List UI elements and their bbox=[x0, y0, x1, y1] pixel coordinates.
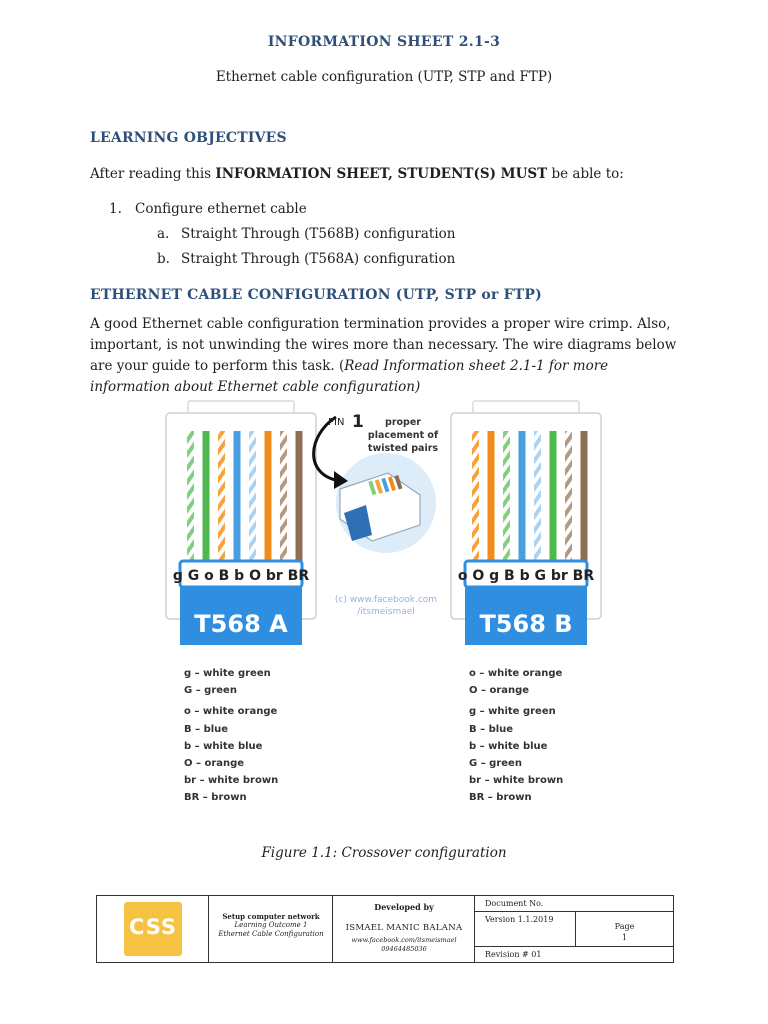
connector-name: T568 A bbox=[194, 610, 288, 638]
intro-post: be able to: bbox=[547, 166, 624, 182]
legend-a-entry: G – green bbox=[184, 685, 237, 697]
placement-note: proper bbox=[385, 417, 421, 428]
legend-a-entry: O – orange bbox=[184, 758, 245, 770]
legend-b-entry: BR – brown bbox=[469, 792, 532, 804]
legend-t568a bbox=[184, 665, 278, 807]
course-outcome: Learning Outcome 1 bbox=[234, 921, 308, 929]
logo-text: CSS bbox=[128, 915, 178, 939]
intro-line bbox=[90, 166, 624, 182]
wire-striped bbox=[280, 431, 287, 569]
objective-letter: a. bbox=[157, 226, 170, 242]
objective-item-a bbox=[157, 226, 455, 242]
legend-a-entry: b – white blue bbox=[184, 740, 263, 752]
footer-top-divider bbox=[575, 896, 673, 912]
pin-code-text: o O g B b G br BR bbox=[457, 568, 595, 584]
course-title: Setup computer network bbox=[222, 912, 320, 921]
course-topic: Ethernet Cable Configuration bbox=[218, 930, 324, 938]
logo-wave-icon bbox=[124, 952, 182, 960]
wire-striped bbox=[565, 431, 572, 569]
credit-text: (c) www.facebook.com bbox=[334, 595, 438, 605]
placement-note: placement of bbox=[367, 430, 439, 441]
wire-solid bbox=[234, 431, 241, 569]
css-logo bbox=[124, 902, 182, 956]
wire-solid bbox=[265, 431, 272, 569]
legend-a-entry: o – white orange bbox=[184, 706, 278, 718]
legend-b-entry: B – blue bbox=[469, 723, 514, 735]
page-number: 1 bbox=[621, 933, 628, 942]
paragraph-italic: Read Information sheet 2.1-1 for more information about Ethernet cable configuration) bbox=[90, 358, 609, 395]
developer-url: www.facebook.com/itsmeismael bbox=[351, 936, 457, 944]
document-revision: Revision # 01 bbox=[475, 946, 575, 962]
ethernet-config-heading: ETHERNET CABLE CONFIGURATION (UTP, STP or FTP) bbox=[90, 287, 542, 303]
sheet-subtitle: Ethernet cable configuration (UTP, STP and FTP) bbox=[215, 69, 553, 85]
credit-text: /itsmeismael bbox=[357, 607, 415, 617]
legend-b-entry: g – white green bbox=[469, 706, 556, 718]
objective-letter: b. bbox=[157, 251, 170, 267]
document-version: Version 1.1.2019 bbox=[485, 915, 554, 924]
wire-solid bbox=[550, 431, 557, 569]
footer-course-cell bbox=[209, 896, 333, 962]
developer-name: ISMAEL MANIC BALANA bbox=[345, 923, 463, 933]
wire-striped bbox=[534, 431, 541, 569]
wire-solid bbox=[519, 431, 526, 569]
legend-b-entry: o – white orange bbox=[469, 668, 563, 679]
objective-text: Straight Through (T568B) configuration bbox=[181, 226, 456, 242]
wire-solid bbox=[203, 431, 210, 569]
objective-text: Configure ethernet cable bbox=[135, 201, 307, 217]
wire-striped bbox=[187, 431, 194, 569]
footer-developer-cell bbox=[333, 896, 475, 962]
developed-by-label: Developed by bbox=[374, 902, 434, 912]
learning-objectives-heading: LEARNING OBJECTIVES bbox=[90, 130, 287, 146]
pin-label: PIN bbox=[328, 417, 345, 428]
footer-logo-cell bbox=[97, 896, 209, 962]
wire-solid bbox=[488, 431, 495, 569]
connector-name: T568 B bbox=[479, 610, 573, 638]
legend-a-entry: B – blue bbox=[184, 723, 229, 735]
objective-item-b bbox=[157, 251, 455, 267]
objective-item-1 bbox=[109, 201, 307, 217]
wiring-diagram-svg bbox=[158, 395, 610, 645]
wire-striped bbox=[249, 431, 256, 569]
footer-document-cell bbox=[475, 896, 673, 962]
legend-b-entry: b – white blue bbox=[469, 740, 548, 752]
wire-solid bbox=[296, 431, 303, 569]
developer-phone: 09464485036 bbox=[381, 945, 427, 953]
ethernet-paragraph bbox=[90, 314, 680, 398]
intro-pre: After reading this bbox=[90, 166, 216, 182]
document-footer bbox=[96, 895, 674, 963]
paragraph-text: A good Ethernet cable configuration termination provides a proper wire crimp. Also, important, is not unwinding the wires more than necessary. The wire diagrams below are your guide to perform this task. ( bbox=[90, 316, 677, 374]
pin-number: 1 bbox=[352, 412, 364, 432]
footer-bottom-divider bbox=[575, 946, 673, 962]
pin-code-text: g G o B b O br BR bbox=[172, 568, 310, 584]
document-no-label: Document No. bbox=[475, 896, 575, 912]
legend-b-entry: br – white brown bbox=[469, 775, 564, 787]
wire-striped bbox=[503, 431, 510, 569]
objective-text: Straight Through (T568A) configuration bbox=[181, 251, 456, 267]
intro-bold: INFORMATION SHEET, STUDENT(S) MUST bbox=[215, 166, 548, 182]
wire-solid bbox=[581, 431, 588, 569]
legend-b-entry: G – green bbox=[469, 758, 522, 770]
wire-striped bbox=[472, 431, 479, 569]
legend-b-entry: O – orange bbox=[469, 685, 530, 697]
legend-a-entry: br – white brown bbox=[184, 775, 279, 787]
figure-caption: Figure 1.1: Crossover configuration bbox=[261, 845, 507, 861]
placement-note: twisted pairs bbox=[367, 443, 439, 454]
legend-a-entry: BR – brown bbox=[184, 792, 247, 804]
page-label: Page bbox=[614, 922, 635, 931]
page-number-box bbox=[575, 912, 673, 946]
objective-number: 1. bbox=[109, 201, 122, 217]
wire-striped bbox=[218, 431, 225, 569]
legend-t568b bbox=[469, 665, 563, 807]
legend-a-entry: g – white green bbox=[184, 668, 271, 679]
sheet-title: INFORMATION SHEET 2.1-3 bbox=[267, 34, 501, 50]
